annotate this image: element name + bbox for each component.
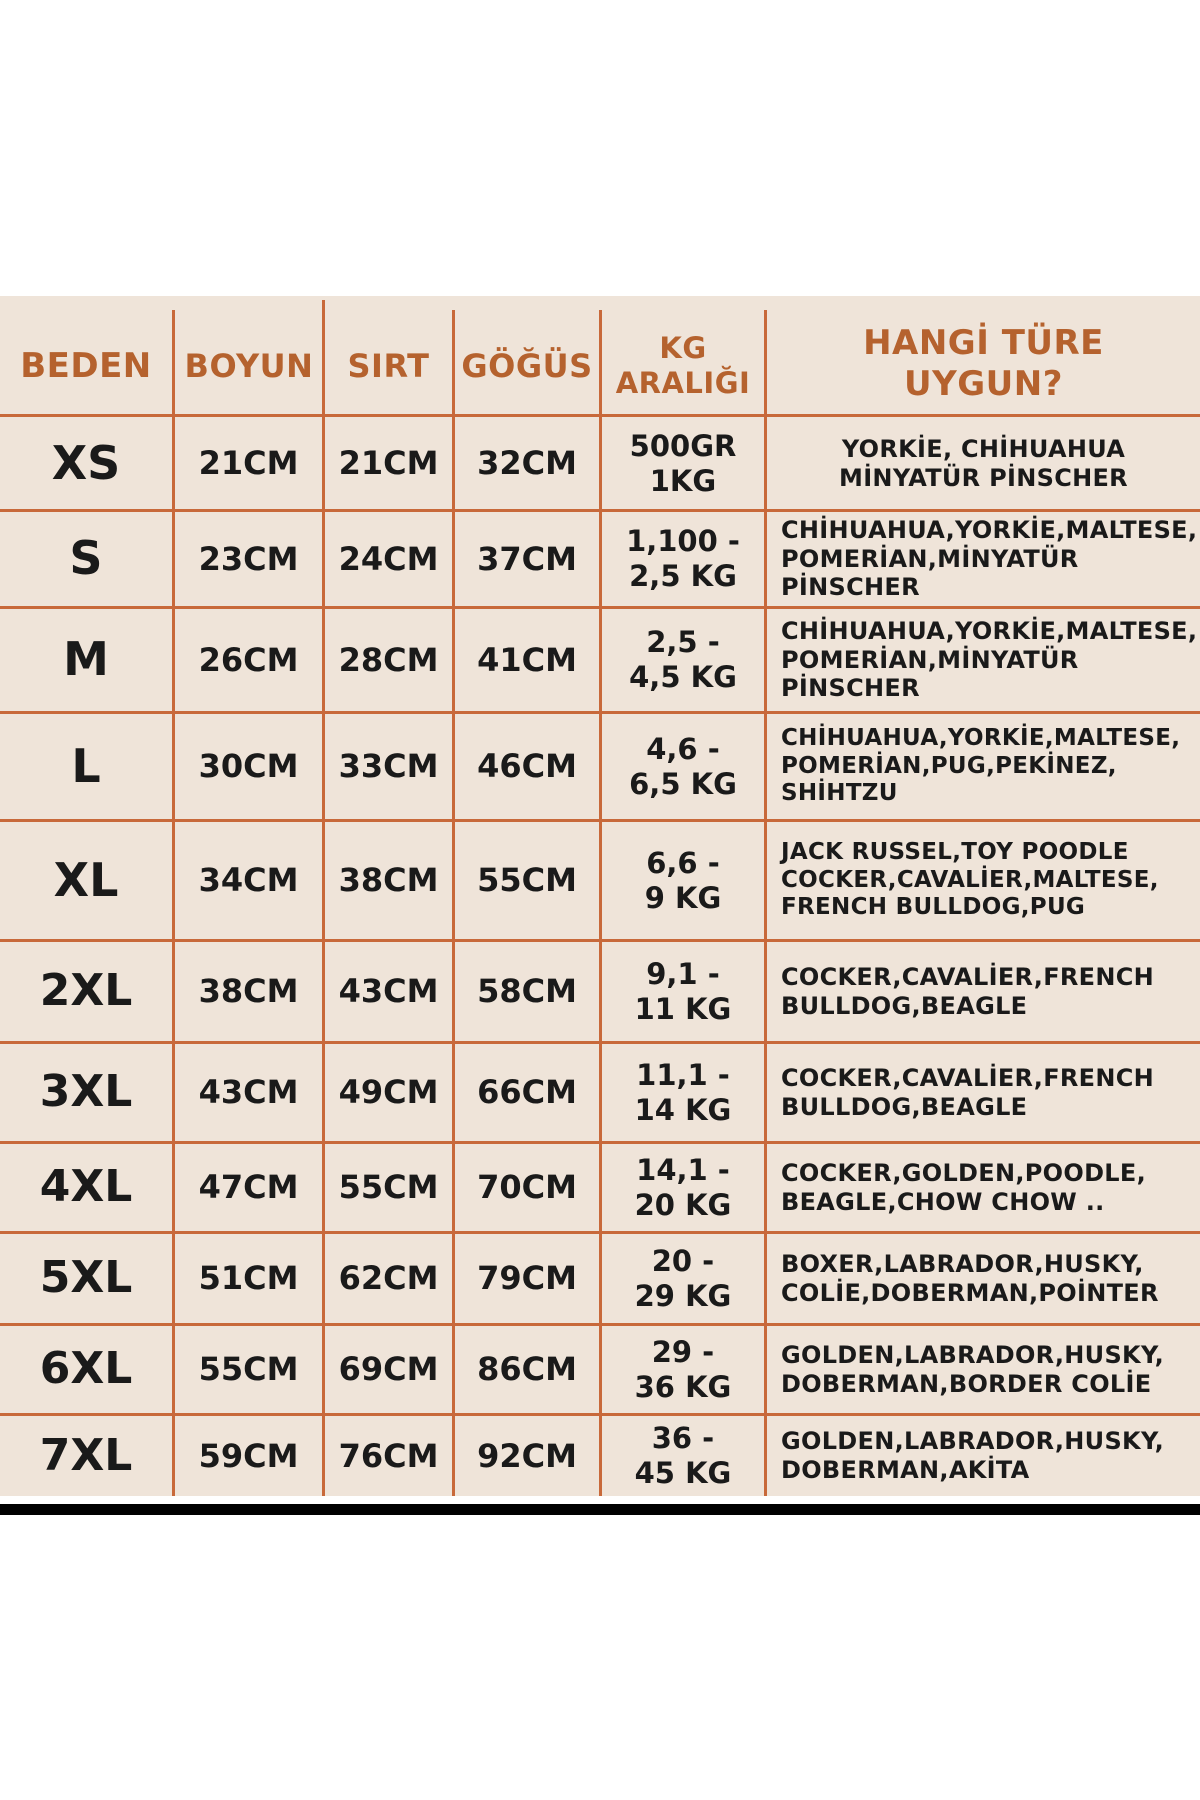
back-measure: 76CM [338,1436,439,1475]
neck-measure: 26CM [198,640,299,679]
kg-range: 14,1 - 20 KG [634,1152,732,1222]
suitable-breeds: GOLDEN,LABRADOR,HUSKY, DOBERMAN,AKİTA [781,1427,1165,1484]
row-divider [0,1141,1200,1144]
chest-measure: 86CM [477,1350,577,1389]
size-label: 6XL [39,1343,133,1395]
size-label: M [63,632,109,687]
row-divider [0,1323,1200,1326]
neck-measure: 21CM [198,444,299,483]
size-label: S [69,531,103,586]
row-divider [0,1231,1200,1234]
chest-measure: 41CM [477,640,577,679]
suitable-breeds: JACK RUSSEL,TOY POODLE COCKER,CAVALİER,MALTESE, FRENCH BULLDOG,PUG [781,839,1159,921]
kg-range: 6,6 - 9 KG [644,845,722,915]
neck-measure: 55CM [198,1350,299,1389]
chest-measure: 55CM [477,861,577,900]
kg-range: 9,1 - 11 KG [634,956,732,1026]
size-label: 3XL [39,1066,133,1118]
chest-measure: 46CM [477,747,577,786]
back-measure: 24CM [338,539,439,578]
back-measure: 62CM [338,1259,439,1298]
suitable-breeds: COCKER,CAVALİER,FRENCH BULLDOG,BEAGLE [781,962,1155,1020]
size-label: XL [53,852,119,907]
kg-range: 500GR 1KG [629,428,737,498]
size-label: L [71,738,101,793]
neck-measure: 59CM [198,1436,299,1475]
back-measure: 38CM [338,861,439,900]
row-divider [0,509,1200,512]
back-measure: 43CM [338,972,439,1011]
suitable-breeds: CHİHUAHUA,YORKİE,MALTESE, POMERİAN,MİNYATÜR PİNSCHER [781,616,1198,703]
row-divider [0,606,1200,609]
header-neck: BOYUN [184,346,314,385]
back-measure: 69CM [338,1350,439,1389]
header-kg-range: KG ARALIĞI [615,331,751,400]
size-label: 7XL [39,1429,133,1481]
suitable-breeds: COCKER,CAVALİER,FRENCH BULLDOG,BEAGLE [781,1063,1155,1121]
kg-range: 2,5 - 4,5 KG [629,625,737,694]
size-chart [0,296,1200,1496]
suitable-breeds: GOLDEN,LABRADOR,HUSKY, DOBERMAN,BORDER COLİE [781,1340,1165,1398]
chest-measure: 92CM [477,1436,577,1475]
back-measure: 49CM [338,1073,439,1112]
back-measure: 55CM [338,1168,439,1207]
suitable-breeds: YORKİE, CHİHUAHUA MİNYATÜR PİNSCHER [839,434,1128,492]
kg-range: 4,6 - 6,5 KG [629,731,737,801]
header-size: BEDEN [20,345,152,386]
chest-measure: 58CM [477,972,577,1011]
chest-measure: 66CM [477,1073,577,1112]
back-measure: 33CM [338,747,439,786]
suitable-breeds: COCKER,GOLDEN,POODLE, BEAGLE,CHOW CHOW .. [781,1158,1146,1216]
neck-measure: 47CM [198,1168,299,1207]
chest-measure: 37CM [477,539,577,578]
chest-measure: 79CM [477,1259,577,1298]
size-label: 5XL [39,1252,133,1304]
kg-range: 11,1 - 14 KG [634,1057,732,1127]
neck-measure: 23CM [198,539,299,578]
neck-measure: 51CM [198,1259,299,1298]
neck-measure: 43CM [198,1073,299,1112]
row-divider [0,1413,1200,1416]
kg-range: 20 - 29 KG [634,1243,732,1313]
header-chest: GÖĞÜS [461,346,593,385]
back-measure: 21CM [338,444,439,483]
kg-range: 29 - 36 KG [634,1334,732,1404]
size-label: 4XL [39,1161,133,1213]
kg-range: 36 - 45 KG [634,1421,732,1490]
suitable-breeds: BOXER,LABRADOR,HUSKY, COLİE,DOBERMAN,POİNTER [781,1249,1159,1307]
chest-measure: 70CM [477,1168,577,1207]
row-divider [0,819,1200,822]
header-breeds: HANGİ TÜRE UYGUN? [863,323,1104,404]
kg-range: 1,100 - 2,5 KG [626,524,740,593]
bottom-divider-bar [0,1504,1200,1515]
neck-measure: 34CM [198,861,299,900]
row-divider [0,939,1200,942]
size-label: XS [51,435,121,490]
chest-measure: 32CM [477,444,577,483]
row-divider [0,1041,1200,1044]
neck-measure: 38CM [198,972,299,1011]
size-label: 2XL [39,965,133,1017]
row-divider [0,711,1200,714]
back-measure: 28CM [338,640,439,679]
header-back: SIRT [347,346,430,385]
neck-measure: 30CM [198,747,299,786]
suitable-breeds: CHİHUAHUA,YORKİE,MALTESE, POMERİAN,PUG,PEKİNEZ, SHİHTZU [781,725,1181,807]
suitable-breeds: CHİHUAHUA,YORKİE,MALTESE, POMERİAN,MİNYATÜR PİNSCHER [781,515,1198,602]
